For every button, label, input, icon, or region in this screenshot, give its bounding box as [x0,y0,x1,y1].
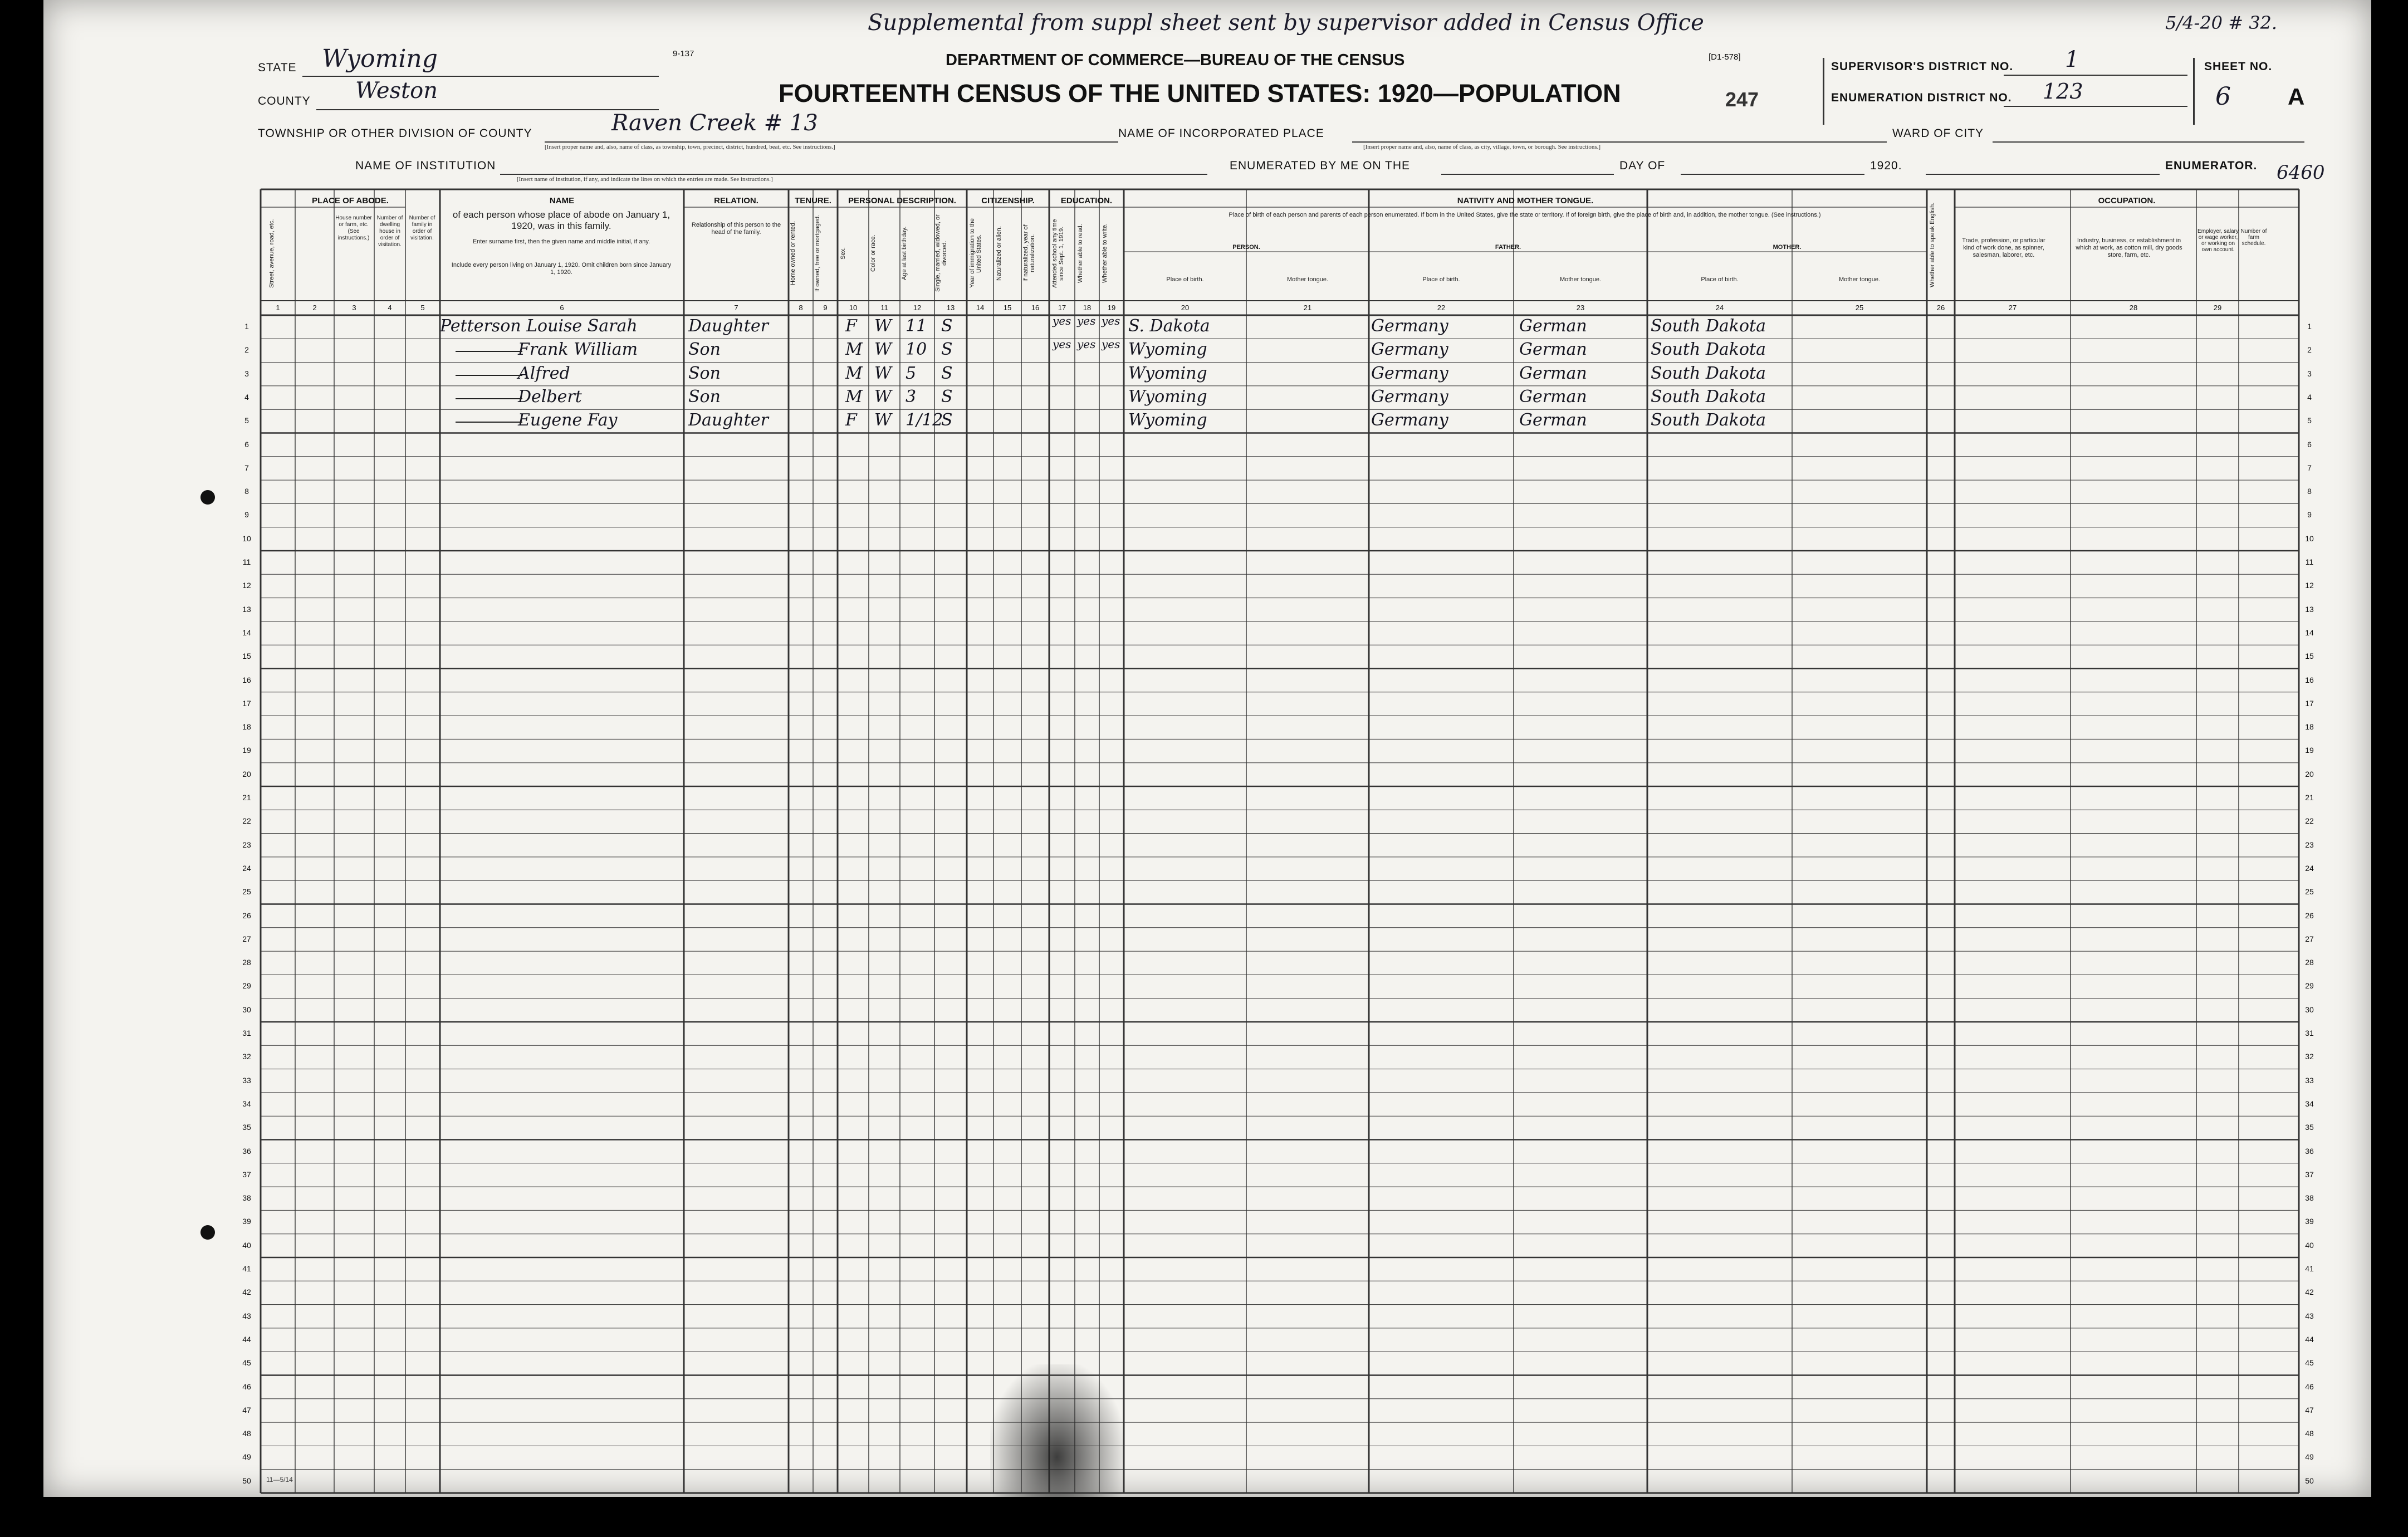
state-value: Wyoming [322,45,438,73]
cell-age: 1/12 [906,410,943,430]
cell-birth: Wyoming [1128,386,1207,407]
row-number: 18 [242,722,251,732]
row-number: 17 [2305,698,2314,708]
row-number: 12 [2305,581,2314,590]
incorporated-hint: [Insert proper name and, also, name of class, as city, village, town, or borough. See instructions.] [1363,144,1601,150]
color-head: Color or race. [870,234,877,272]
cell-name: Frank William [518,340,638,360]
school-head: Attended school any time since Sept. 1, 1919. [1051,219,1065,288]
cell-relation: Son [688,363,721,383]
column-number: 19 [1107,304,1116,312]
sex-head: Sex. [840,247,846,260]
row-number: 46 [242,1382,251,1391]
row-number: 1 [244,322,249,331]
row-number: 16 [2305,675,2314,684]
farm-desc: Number of farm schedule. [2240,228,2267,247]
row-number: 6 [2307,439,2312,449]
row-number: 33 [2305,1075,2314,1085]
township-value: Raven Creek # 13 [611,110,818,136]
row-number: 3 [244,369,249,378]
row-number: 48 [242,1429,251,1438]
cell-name: Alfred [518,363,570,383]
cell-birth: Wyoming [1128,363,1207,383]
county-value: Weston [355,78,438,104]
binder-hole [200,1225,215,1240]
column-number: 18 [1083,304,1092,312]
row-number: 22 [242,816,251,826]
cell-birth: S. Dakota [1128,316,1210,336]
row-number: 41 [242,1264,251,1273]
column-number: 16 [1031,304,1040,312]
row-number: 47 [2305,1405,2314,1414]
row-number: 7 [2307,463,2312,472]
row-number: 50 [242,1476,251,1485]
row-number: 37 [2305,1169,2314,1179]
column-number: 26 [1936,304,1945,312]
row-number: 30 [2305,1005,2314,1014]
group-abode: PLACE OF ABODE. [312,196,389,205]
row-number: 34 [242,1099,251,1108]
industry-desc: Industry, business, or establishment in which at work, as cotton mill, dry goods store, farm, etc. [2076,237,2182,258]
cell-sex: M [845,363,863,383]
sheet-letter: A [2288,84,2305,110]
write-head: Whether able to write. [1102,223,1108,283]
row-number: 20 [2305,769,2314,779]
row-number: 27 [242,934,251,943]
row-number: 26 [2305,911,2314,920]
cell-race: W [874,410,892,430]
supervisor-label: SUPERVISOR'S DISTRICT NO. [1831,60,2014,73]
column-number: 4 [388,304,392,312]
row-number: 24 [242,863,251,873]
cell-age: 5 [906,363,917,383]
cell-father-birth: Germany [1371,340,1448,360]
pob-person: Place of birth. [1166,276,1204,283]
enumeration-label: ENUMERATION DISTRICT NO. [1831,91,2012,104]
family-head: Number of family in order of visitation. [409,215,435,241]
cell-marital: S [941,340,953,360]
column-number: 24 [1715,304,1724,312]
cell-name: Eugene Fay [518,410,618,430]
group-name: NAME [549,196,575,205]
row-number: 17 [242,698,251,708]
row-number: 1 [2307,322,2312,331]
column-number: 9 [823,304,828,312]
cell-name: Petterson Louise Sarah [440,316,638,336]
cell-relation: Son [688,386,721,407]
cell-marital: S [941,410,953,430]
cell-age: 10 [906,340,927,360]
row-number: 36 [2305,1146,2314,1156]
row-number: 23 [242,840,251,849]
row-number: 33 [242,1075,251,1085]
row-number: 9 [2307,510,2312,520]
right-margin-note: 6460 [2277,161,2325,184]
ink-smudge [990,1364,1124,1497]
ditto-dash [456,398,522,399]
row-number: 42 [2305,1288,2314,1297]
row-number: 11 [242,557,251,566]
street-head: Street, avenue, road, etc. [268,219,275,288]
cell-name: Delbert [518,386,582,407]
row-number: 5 [244,416,249,425]
immigration-head: Year of immigration to the United States. [969,218,982,288]
mt-mother: Mother tongue. [1839,276,1880,283]
row-number: 48 [2305,1429,2314,1438]
enumerator-label: ENUMERATOR. [2165,159,2258,172]
row-number: 24 [2305,863,2314,873]
column-number: 3 [352,304,356,312]
row-number: 7 [244,463,249,472]
age-head: Age at last birthday. [901,226,908,281]
day-label: DAY OF [1619,159,1666,172]
cell-father-birth: Germany [1371,386,1448,407]
trade-desc: Trade, profession, or particular kind of work done, as spinner, salesman, laborer, etc. [1962,237,2045,258]
row-number: 4 [244,392,249,402]
row-number: 10 [242,533,251,543]
cell-birth: Wyoming [1128,410,1207,430]
row-number: 34 [2305,1099,2314,1108]
row-number: 19 [242,746,251,755]
row-number: 3 [2307,369,2312,378]
form-code: [D1-578] [1709,52,1741,62]
column-number: 10 [849,304,858,312]
column-number: 8 [799,304,803,312]
township-hint: [Insert proper name and, also, name of class, as township, town, precinct, district, hundred, beat, etc. See instructions.] [545,144,835,150]
group-education: EDUCATION. [1060,196,1113,205]
column-number: 14 [976,304,985,312]
row-number: 46 [2305,1382,2314,1391]
top-note: Supplemental from suppl sheet sent by supervisor added in Census Office [868,10,1704,36]
row-number: 44 [242,1334,251,1344]
natyear-head: If naturalized, year of naturalization. [1022,224,1036,282]
row-number: 38 [242,1193,251,1203]
form-number: 9-137 [673,49,694,58]
column-number: 15 [1003,304,1012,312]
row-number: 37 [242,1169,251,1179]
row-number: 14 [2305,628,2314,637]
column-number: 2 [312,304,317,312]
row-number: 39 [2305,1217,2314,1226]
cell-marital: S [941,363,953,383]
row-number: 44 [2305,1334,2314,1344]
row-number: 25 [242,887,251,897]
row-number: 23 [2305,840,2314,849]
institution-label: NAME OF INSTITUTION [355,159,496,172]
row-number: 29 [242,981,251,991]
enumeration-value: 123 [2043,79,2083,104]
column-number: 25 [1855,304,1864,312]
supervisor-value: 1 [2065,47,2079,72]
row-number: 35 [2305,1123,2314,1132]
cell-birth: Wyoming [1128,340,1207,360]
row-number: 45 [2305,1358,2314,1368]
employer-desc: Employer, salary or wage worker, or working on own account. [2197,228,2239,253]
mt-person: Mother tongue. [1287,276,1328,283]
row-number: 22 [2305,816,2314,826]
cell-mother-birth: South Dakota [1651,410,1766,430]
cell-write: yes [1102,337,1120,351]
row-number: 40 [2305,1240,2314,1250]
cell-father-tongue: German [1519,363,1587,383]
cell-mother-birth: South Dakota [1651,363,1766,383]
pob-mother: Place of birth. [1701,276,1739,283]
ditto-dash [456,422,522,423]
cell-race: W [874,363,892,383]
incorporated-label: NAME OF INCORPORATED PLACE [1118,127,1324,140]
row-number: 15 [2305,652,2314,661]
cell-age: 11 [906,316,927,336]
ward-label: WARD OF CITY [1892,127,1984,140]
sheet-label: SHEET NO. [2204,60,2273,73]
group-tenure: TENURE. [795,196,831,205]
row-number: 32 [2305,1052,2314,1061]
row-number: 14 [242,628,251,637]
mother-head: MOTHER. [1773,244,1802,251]
row-number: 26 [242,911,251,920]
cell-mother-birth: South Dakota [1651,340,1766,360]
nativity-desc: Place of birth of each person and parents of each person enumerated. If born in the United States, give the state or territory. If of foreign birth, give the place of birth and, in addition, the mother tongue. (See instructions.) [1229,212,1821,218]
row-number: 8 [244,487,249,496]
row-number: 13 [2305,604,2314,614]
ditto-dash [456,351,522,352]
name-inst1: Enter surname first, then the given name and middle initial, if any. [472,238,650,245]
relation-desc: Relationship of this person to the head of the family. [691,222,781,236]
row-number: 21 [242,793,251,802]
cell-school: yes [1053,337,1071,351]
row-number: 12 [242,581,251,590]
cell-father-birth: Germany [1371,316,1448,336]
column-number: 17 [1058,304,1066,312]
column-number: 7 [734,304,738,312]
name-inst2: Include every person living on January 1, 1920. Omit children born since January 1, 1920. [451,262,672,276]
county-label: COUNTY [258,95,311,107]
english-head: Whether able to speak English. [1929,202,1936,288]
column-number: 28 [2129,304,2138,312]
cell-race: W [874,316,892,336]
group-nativity: NATIVITY AND MOTHER TONGUE. [1457,196,1594,205]
column-number: 29 [2213,304,2222,312]
group-occupation: OCCUPATION. [2098,196,2156,205]
cell-write: yes [1102,314,1120,327]
row-number: 15 [242,652,251,661]
row-number: 31 [242,1029,251,1037]
row-number: 49 [242,1452,251,1462]
row-number: 8 [2307,487,2312,496]
row-number: 9 [244,510,249,520]
cell-sex: M [845,386,863,407]
mortgage-head: If owned, free or mortgaged. [814,214,821,292]
column-number: 22 [1437,304,1446,312]
row-number: 11 [2305,557,2314,566]
row-number: 50 [2305,1476,2314,1485]
row-number: 21 [2305,793,2314,802]
dwelling-head: Number of dwelling house in order of visitation. [376,215,403,248]
row-number: 45 [242,1358,251,1368]
cell-father-birth: Germany [1371,363,1448,383]
row-number: 13 [242,604,251,614]
column-number: 23 [1576,304,1585,312]
group-relation: RELATION. [714,196,758,205]
row-number: 20 [242,769,251,779]
census-sheet [43,0,2371,1497]
column-number: 1 [276,304,280,312]
page-title: FOURTEENTH CENSUS OF THE UNITED STATES: 1920—POPULATION [779,79,1621,107]
cell-marital: S [941,386,953,407]
binder-hole [200,490,215,505]
person-head: PERSON. [1232,244,1260,251]
year-label: 1920. [1870,159,1902,172]
group-citizenship: CITIZENSHIP. [981,196,1035,205]
cell-father-tongue: German [1519,410,1587,430]
naturalized-head: Naturalized or alien. [996,226,1002,281]
father-head: FATHER. [1495,244,1521,251]
row-number: 6 [244,439,249,449]
column-number: 13 [946,304,955,312]
cell-school: yes [1053,314,1071,327]
row-number: 29 [2305,981,2314,991]
state-label: STATE [258,61,297,74]
row-number: 10 [2305,533,2314,543]
row-number: 5 [2307,416,2312,425]
footer-code: 11—5/14 [266,1476,293,1484]
cell-father-tongue: German [1519,386,1587,407]
row-number: 31 [2305,1029,2314,1037]
cell-age: 3 [906,386,917,407]
enumerated-label: ENUMERATED BY ME ON THE [1230,159,1411,172]
column-number: 6 [560,304,564,312]
township-label: TOWNSHIP OR OTHER DIVISION OF COUNTY [258,127,532,140]
sheet-value: 6 [2215,82,2231,111]
row-number: 43 [242,1311,251,1320]
cell-marital: S [941,316,953,336]
row-number: 2 [244,345,249,355]
cell-sex: F [845,316,857,336]
cell-relation: Daughter [688,316,769,336]
owned-head: Home owned or rented. [790,221,796,286]
row-number: 28 [242,958,251,967]
stamp-number: 247 [1725,88,1759,111]
house-head: House number or farm, etc. (See instructions.) [335,215,372,241]
cell-relation: Son [688,340,721,360]
row-number: 47 [242,1405,251,1414]
column-number: 21 [1303,304,1312,312]
row-number: 49 [2305,1452,2314,1462]
cell-relation: Daughter [688,410,769,430]
row-number: 35 [242,1123,251,1132]
pob-father: Place of birth. [1422,276,1460,283]
cell-father-birth: Germany [1371,410,1448,430]
department: DEPARTMENT OF COMMERCE—BUREAU OF THE CENSUS [946,51,1405,69]
column-number: 20 [1181,304,1190,312]
row-number: 28 [2305,958,2314,967]
institution-hint: [Insert name of institution, if any, and indicate the lines on which the entries are made. See instructions.] [517,176,773,183]
row-number: 36 [242,1146,251,1156]
row-number: 25 [2305,887,2314,897]
row-number: 43 [2305,1311,2314,1320]
cell-father-tongue: German [1519,316,1587,336]
cell-sex: F [845,410,857,430]
cell-race: W [874,386,892,407]
column-number: 27 [2008,304,2017,312]
column-number: 5 [420,304,425,312]
marital-head: Single, married, widowed, or divorced. [934,214,948,292]
row-number: 2 [2307,345,2312,355]
row-number: 19 [2305,746,2314,755]
cell-sex: M [845,340,863,360]
cell-mother-birth: South Dakota [1651,316,1766,336]
read-head: Whether able to read. [1077,224,1084,283]
cell-mother-birth: South Dakota [1651,386,1766,407]
row-number: 39 [242,1217,251,1226]
row-number: 38 [2305,1193,2314,1203]
group-personal: PERSONAL DESCRIPTION. [848,196,956,205]
cell-read: yes [1077,337,1096,351]
row-number: 32 [242,1052,251,1061]
row-number: 41 [2305,1264,2314,1273]
row-number: 30 [242,1005,251,1014]
row-number: 42 [242,1288,251,1297]
cell-read: yes [1077,314,1096,327]
cell-race: W [874,340,892,360]
row-number: 40 [242,1240,251,1250]
cell-father-tongue: German [1519,340,1587,360]
row-number: 18 [2305,722,2314,732]
row-number: 27 [2305,934,2314,943]
column-number: 11 [880,304,888,312]
name-desc: of each person whose place of abode on January 1, 1920, was in this family. [452,209,670,231]
row-number: 4 [2307,392,2312,402]
ditto-dash [456,375,522,376]
row-number: 16 [242,675,251,684]
mt-father: Mother tongue. [1560,276,1601,283]
column-number: 12 [913,304,922,312]
top-right-note: 5/4-20 # 32. [2165,12,2278,33]
